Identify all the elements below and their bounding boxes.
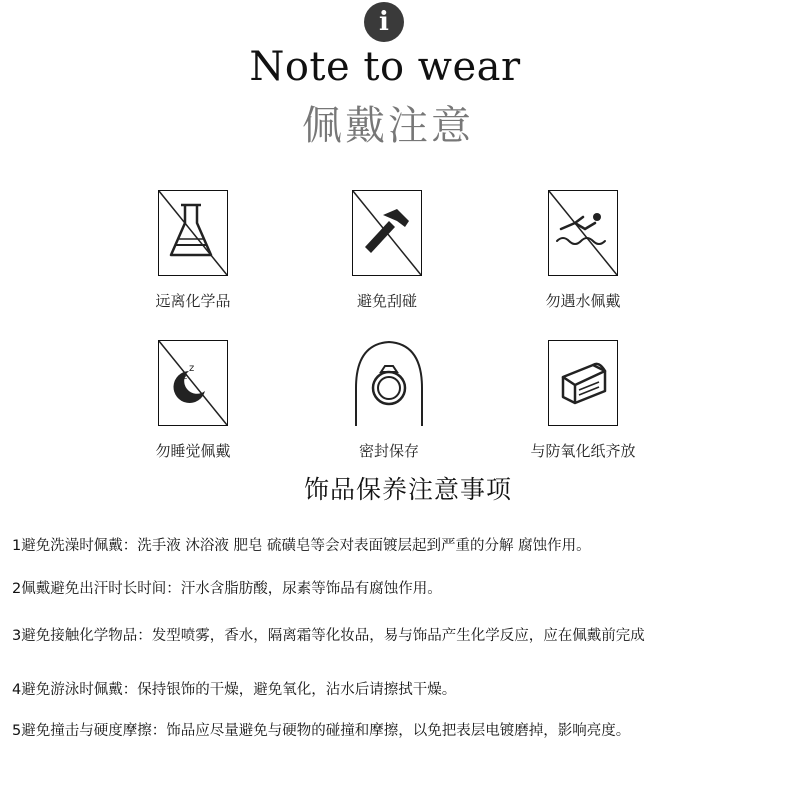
svg-text:z: z	[189, 363, 195, 374]
icon-label-flask: 远离化学品	[155, 292, 231, 310]
tip-item: 4避免游泳时佩戴：保持银饰的干燥，避免氧化，沾水后请擦拭干燥。	[12, 682, 457, 698]
page-title: Note to wear	[249, 44, 521, 90]
svg-text:z: z	[183, 372, 188, 381]
icon-label-paper-roll: 与防氧化纸齐放	[530, 442, 636, 460]
hammer-icon	[352, 190, 422, 276]
info-icon: i	[364, 2, 404, 42]
tip-item: 1避免洗澡时佩戴：洗手液 沐浴液 肥皂 硫磺皂等会对表面镀层起到严重的分解 腐蚀作用。	[12, 538, 591, 554]
icon-label-ring-pouch: 密封保存	[358, 442, 419, 460]
paper-roll-icon	[548, 340, 618, 426]
icon-label-sleep: 勿睡觉佩戴	[155, 442, 231, 460]
icon-label-hammer: 避免刮碰	[356, 292, 417, 310]
icon-label-swimmer: 勿遇水佩戴	[545, 292, 621, 310]
tip-item: 3避免接触化学物品：发型喷雾，香水，隔离霜等化妆品，易与饰品产生化学反应，应在佩戴前完成	[12, 628, 645, 644]
sleep-icon	[158, 340, 228, 426]
ring-pouch-icon	[350, 338, 428, 428]
section-title: 饰品保养注意事项	[303, 475, 512, 504]
tip-item: 5避免撞击与硬度摩擦：饰品应尽量避免与硬物的碰撞和摩擦，以免把表层电镀磨掉，影响亮度。	[12, 723, 631, 739]
swimmer-icon	[548, 190, 618, 276]
flask-icon	[158, 190, 228, 276]
page-subtitle: 佩戴注意	[302, 103, 474, 149]
tip-item: 2佩戴避免出汗时长时间：汗水含脂肪酸，尿素等饰品有腐蚀作用。	[12, 581, 442, 597]
